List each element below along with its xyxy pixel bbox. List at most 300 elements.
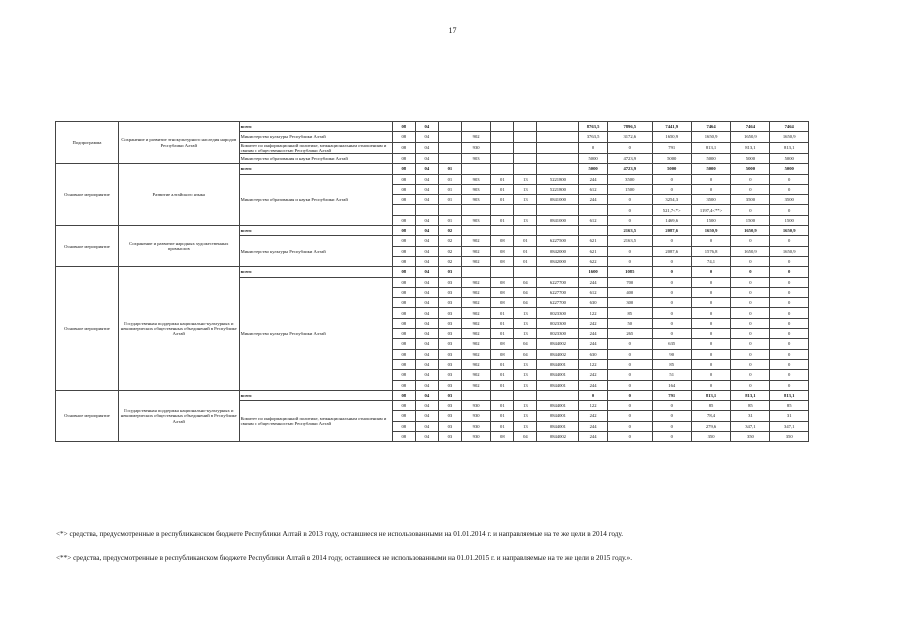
value-cell: 04 — [415, 236, 438, 246]
value-cell: 3500 — [731, 195, 770, 205]
value-cell: 0 — [607, 195, 652, 205]
value-cell: 50 — [607, 318, 652, 328]
value-cell: 08 — [491, 277, 514, 287]
value-cell: 04 — [514, 298, 537, 308]
value-cell: 01 — [491, 411, 514, 421]
value-cell: 85 — [652, 359, 691, 369]
value-cell: 13 — [514, 401, 537, 411]
program-type-cell: Подпрограмма — [56, 122, 119, 164]
value-cell: 0 — [691, 236, 731, 246]
value-cell: 3254,3 — [652, 195, 691, 205]
value-cell: 1500 — [691, 215, 731, 225]
executor-cell: Министерство образования и науки Республики Алтай — [239, 174, 392, 225]
value-cell: 2087,6 — [652, 226, 691, 236]
value-cell: 03 — [438, 411, 461, 421]
value-cell — [392, 205, 415, 215]
value-cell: 04 — [415, 277, 438, 287]
value-cell: 04 — [415, 421, 438, 431]
value-cell: 0 — [691, 174, 731, 184]
value-cell: 01 — [491, 174, 514, 184]
value-cell: 03 — [438, 349, 461, 359]
value-cell: 5000 — [652, 164, 691, 174]
value-cell: 902 — [461, 318, 490, 328]
value-cell: 0 — [731, 298, 770, 308]
value-cell: 08 — [491, 246, 514, 256]
value-cell: 0841000 — [537, 215, 579, 225]
value-cell: 0844001 — [537, 370, 579, 380]
program-name-cell: Развитие алтайского языка — [118, 164, 239, 226]
value-cell: 0 — [652, 401, 691, 411]
value-cell: 0 — [770, 380, 809, 390]
value-cell: 03 — [438, 401, 461, 411]
value-cell: 0 — [770, 308, 809, 318]
value-cell: 6227700 — [537, 287, 579, 297]
table-row-total — [56, 267, 848, 277]
value-cell: 521,7<*> — [652, 205, 691, 215]
value-cell: 0 — [607, 256, 652, 266]
value-cell: 13 — [514, 329, 537, 339]
value-cell: 0 — [652, 236, 691, 246]
value-cell: 347,1 — [731, 421, 770, 431]
value-cell: 0844001 — [537, 421, 579, 431]
value-cell: 813,1 — [731, 142, 770, 153]
value-cell: 02 — [438, 256, 461, 266]
value-cell: 04 — [415, 298, 438, 308]
value-cell — [461, 164, 490, 174]
value-cell — [491, 390, 514, 400]
value-cell: 0 — [652, 421, 691, 431]
value-cell — [491, 164, 514, 174]
value-cell: 08 — [392, 390, 415, 400]
value-cell: 244 — [579, 432, 607, 442]
value-cell: 0 — [652, 267, 691, 277]
value-cell: 902 — [461, 380, 490, 390]
value-cell: 122 — [579, 308, 607, 318]
value-cell: 08 — [392, 308, 415, 318]
value-cell: 04 — [415, 339, 438, 349]
value-cell: 01 — [438, 215, 461, 225]
value-cell: 04 — [415, 380, 438, 390]
value-cell: 7441,9 — [652, 122, 691, 132]
value-cell: 0 — [607, 215, 652, 225]
value-cell: 3763,5 — [579, 132, 607, 142]
value-cell: 0841000 — [537, 195, 579, 205]
value-cell: 244 — [579, 339, 607, 349]
value-cell: 08 — [392, 349, 415, 359]
value-cell: 04 — [415, 411, 438, 421]
value-cell: 0 — [731, 256, 770, 266]
value-cell: 01 — [491, 329, 514, 339]
value-cell: 0 — [731, 236, 770, 246]
value-cell — [514, 142, 537, 153]
value-cell: 08 — [392, 184, 415, 194]
value-cell: 13 — [514, 195, 537, 205]
value-cell — [491, 267, 514, 277]
value-cell: 6227500 — [537, 236, 579, 246]
value-cell: 08 — [491, 432, 514, 442]
value-cell: 902 — [461, 329, 490, 339]
value-cell: 0 — [770, 277, 809, 287]
value-cell: 0 — [607, 390, 652, 400]
value-cell: 01 — [491, 401, 514, 411]
value-cell — [415, 205, 438, 215]
value-cell: 164 — [652, 380, 691, 390]
executor-cell: Министерство культуры Республики Алтай — [239, 132, 392, 142]
value-cell: 0 — [731, 349, 770, 359]
value-cell: 0 — [607, 421, 652, 431]
value-cell: 03 — [438, 421, 461, 431]
value-cell: 01 — [491, 195, 514, 205]
value-cell: 7464 — [731, 122, 770, 132]
value-cell: 5000 — [731, 154, 770, 164]
value-cell: 13 — [514, 359, 537, 369]
value-cell: 930 — [461, 142, 490, 153]
program-type-cell: Основное мероприятие — [56, 267, 119, 391]
value-cell: 04 — [415, 349, 438, 359]
value-cell: 350 — [691, 432, 731, 442]
value-cell: 0 — [607, 432, 652, 442]
value-cell: 0844002 — [537, 349, 579, 359]
value-cell: 2163,5 — [607, 236, 652, 246]
value-cell — [514, 205, 537, 215]
value-cell: 0 — [691, 318, 731, 328]
value-cell: 791 — [652, 390, 691, 400]
value-cell: 903 — [461, 184, 490, 194]
value-cell: 813,1 — [770, 142, 809, 153]
value-cell: 85 — [691, 401, 731, 411]
value-cell: 0023300 — [537, 329, 579, 339]
value-cell: 04 — [415, 164, 438, 174]
value-cell: 0 — [770, 298, 809, 308]
value-cell: 612 — [579, 287, 607, 297]
value-cell: 0 — [731, 184, 770, 194]
program-name-cell: Сохранение и развитие народных художественных промыслов — [118, 226, 239, 267]
value-cell: 03 — [438, 339, 461, 349]
value-cell: 1650,9 — [731, 226, 770, 236]
value-cell: 902 — [461, 349, 490, 359]
value-cell: 0 — [770, 174, 809, 184]
executor-cell: всего — [239, 390, 392, 400]
value-cell — [514, 154, 537, 164]
value-cell: 08 — [491, 339, 514, 349]
value-cell: 1469,6 — [652, 215, 691, 225]
value-cell: 13 — [514, 421, 537, 431]
value-cell: 08 — [392, 174, 415, 184]
value-cell: 621 — [579, 246, 607, 256]
value-cell: 0023300 — [537, 308, 579, 318]
value-cell: 1500 — [731, 215, 770, 225]
value-cell: 0 — [770, 287, 809, 297]
value-cell: 04 — [415, 370, 438, 380]
value-cell: 31 — [770, 411, 809, 421]
value-cell: 0 — [652, 318, 691, 328]
value-cell: 04 — [514, 339, 537, 349]
value-cell — [514, 122, 537, 132]
table-row-total — [56, 164, 848, 174]
value-cell: 08 — [392, 195, 415, 205]
value-cell: 85 — [731, 401, 770, 411]
value-cell: 0 — [607, 401, 652, 411]
value-cell: 930 — [461, 432, 490, 442]
value-cell: 0 — [770, 339, 809, 349]
value-cell: 0 — [579, 142, 607, 153]
value-cell: 0 — [691, 370, 731, 380]
value-cell: 0 — [731, 267, 770, 277]
footnote-double-star: <**> средства, предусмотренные в республиканском бюджете Республики Алтай в 2014 году, оставшиеся не использованными на 01.01.2015 г. и направляемые на те же цели в 2015 году.». — [56, 554, 633, 562]
program-name-cell: Сохранение и развитие этнокультурного наследия народов Республики Алтай — [118, 122, 239, 164]
value-cell: 0 — [691, 339, 731, 349]
executor-cell: всего — [239, 226, 392, 236]
value-cell: 0844001 — [537, 359, 579, 369]
value-cell: 01 — [438, 184, 461, 194]
value-cell — [438, 132, 461, 142]
executor-cell: Комитет по информационной политике, межнациональным отношениям и связям с общественностью Республики Алтай — [239, 401, 392, 442]
value-cell: 1197,4<**> — [691, 205, 731, 215]
value-cell: 01 — [491, 318, 514, 328]
value-cell: 0 — [652, 256, 691, 266]
value-cell: 0 — [607, 246, 652, 256]
value-cell: 08 — [491, 349, 514, 359]
value-cell: 300 — [607, 298, 652, 308]
program-name-cell: Государственная поддержка национально-культурных и некоммерческих общественных объединений в Республике Алтай — [118, 267, 239, 391]
value-cell: 0 — [731, 359, 770, 369]
value-cell: 0 — [770, 256, 809, 266]
value-cell: 7464 — [770, 122, 809, 132]
value-cell: 13 — [514, 380, 537, 390]
value-cell: 13 — [514, 215, 537, 225]
program-type-cell: Основное мероприятие — [56, 226, 119, 267]
value-cell: 04 — [415, 267, 438, 277]
value-cell — [537, 132, 579, 142]
value-cell: 04 — [415, 142, 438, 153]
value-cell: 630 — [579, 349, 607, 359]
value-cell: 04 — [415, 122, 438, 132]
value-cell: 04 — [514, 287, 537, 297]
value-cell: 08 — [392, 339, 415, 349]
value-cell: 03 — [438, 298, 461, 308]
value-cell: 350 — [731, 432, 770, 442]
program-type-cell: Основное мероприятие — [56, 164, 119, 226]
value-cell — [537, 267, 579, 277]
value-cell: 08 — [392, 411, 415, 421]
value-cell: 74,1 — [691, 256, 731, 266]
value-cell — [491, 205, 514, 215]
value-cell: 01 — [491, 421, 514, 431]
executor-cell: Министерство культуры Республики Алтай — [239, 277, 392, 390]
value-cell: 85 — [607, 308, 652, 318]
value-cell: 279,6 — [691, 421, 731, 431]
value-cell — [537, 226, 579, 236]
value-cell: 0 — [731, 287, 770, 297]
value-cell: 08 — [392, 329, 415, 339]
value-cell — [514, 164, 537, 174]
value-cell: 0 — [691, 184, 731, 194]
value-cell: 813,1 — [731, 390, 770, 400]
value-cell — [579, 205, 607, 215]
value-cell — [514, 267, 537, 277]
value-cell: 3500 — [770, 195, 809, 205]
value-cell — [438, 154, 461, 164]
value-cell: 902 — [461, 308, 490, 318]
value-cell: 08 — [392, 132, 415, 142]
value-cell — [514, 390, 537, 400]
value-cell: 03 — [438, 287, 461, 297]
value-cell: 13 — [514, 184, 537, 194]
value-cell — [537, 390, 579, 400]
value-cell: 01 — [438, 195, 461, 205]
value-cell: 13 — [514, 308, 537, 318]
value-cell — [461, 390, 490, 400]
value-cell: 0 — [731, 318, 770, 328]
value-cell: 03 — [438, 370, 461, 380]
value-cell: 03 — [438, 432, 461, 442]
value-cell: 0 — [770, 329, 809, 339]
value-cell: 08 — [392, 401, 415, 411]
value-cell: 03 — [438, 359, 461, 369]
value-cell: 04 — [415, 132, 438, 142]
value-cell — [514, 132, 537, 142]
value-cell: 01 — [514, 246, 537, 256]
value-cell: 4723,9 — [607, 164, 652, 174]
value-cell: 08 — [392, 122, 415, 132]
value-cell: 244 — [579, 380, 607, 390]
value-cell: 350 — [770, 432, 809, 442]
value-cell: 6227700 — [537, 298, 579, 308]
value-cell — [461, 226, 490, 236]
value-cell: 04 — [415, 215, 438, 225]
value-cell: 621 — [579, 236, 607, 246]
value-cell: 622 — [579, 256, 607, 266]
value-cell: 01 — [491, 184, 514, 194]
value-cell: 08 — [392, 370, 415, 380]
value-cell: 01 — [438, 174, 461, 184]
value-cell — [461, 267, 490, 277]
executor-cell: Комитет по информационной политике, межнациональным отношениям и связям с общественностью Республики Алтай — [239, 142, 392, 153]
value-cell — [579, 226, 607, 236]
value-cell: 01 — [514, 236, 537, 246]
value-cell: 04 — [514, 432, 537, 442]
value-cell: 04 — [415, 359, 438, 369]
value-cell: 0 — [652, 184, 691, 194]
value-cell: 902 — [461, 359, 490, 369]
value-cell: 0 — [579, 390, 607, 400]
value-cell: 0 — [770, 318, 809, 328]
value-cell: 31 — [731, 411, 770, 421]
value-cell: 0 — [607, 205, 652, 215]
value-cell: 0842000 — [537, 256, 579, 266]
value-cell: 0 — [652, 432, 691, 442]
value-cell: 03 — [438, 329, 461, 339]
value-cell: 0844001 — [537, 401, 579, 411]
value-cell: 930 — [461, 421, 490, 431]
value-cell: 0 — [691, 349, 731, 359]
value-cell: 08 — [392, 287, 415, 297]
value-cell: 1650,9 — [770, 226, 809, 236]
value-cell: 01 — [491, 370, 514, 380]
value-cell: 08 — [392, 142, 415, 153]
value-cell: 0 — [731, 370, 770, 380]
value-cell: 03 — [438, 318, 461, 328]
value-cell: 1085 — [607, 267, 652, 277]
value-cell: 2087,6 — [652, 246, 691, 256]
footnote-single-star: <*> средства, предусмотренные в республиканском бюджете Республики Алтай в 2013 году, оставшиеся не использованными на 01.01.2014 г. и направляемые на те же цели в 2014 году. — [56, 530, 624, 538]
budget-table — [55, 121, 848, 442]
value-cell: 13 — [514, 174, 537, 184]
value-cell: 08 — [392, 246, 415, 256]
value-cell: 0 — [731, 277, 770, 287]
value-cell: 13 — [514, 318, 537, 328]
value-cell: 0 — [652, 298, 691, 308]
value-cell: 0 — [691, 329, 731, 339]
value-cell: 1600 — [579, 267, 607, 277]
value-cell: 0844001 — [537, 380, 579, 390]
value-cell: 0 — [607, 349, 652, 359]
program-name-cell: Государственная поддержка национально-культурных и некоммерческих общественных объединений в Республике Алтай — [118, 390, 239, 441]
value-cell: 1650,9 — [770, 132, 809, 142]
value-cell: 0 — [607, 380, 652, 390]
value-cell: 5221800 — [537, 174, 579, 184]
value-cell: 400 — [607, 287, 652, 297]
value-cell: 244 — [579, 421, 607, 431]
value-cell: 903 — [461, 174, 490, 184]
value-cell: 347,1 — [770, 421, 809, 431]
value-cell: 1650,9 — [770, 246, 809, 256]
value-cell: 612 — [579, 184, 607, 194]
value-cell: 0 — [691, 298, 731, 308]
value-cell — [491, 154, 514, 164]
value-cell: 813,1 — [691, 390, 731, 400]
value-cell: 01 — [491, 215, 514, 225]
value-cell: 04 — [415, 246, 438, 256]
value-cell: 04 — [415, 390, 438, 400]
value-cell: 902 — [461, 370, 490, 380]
value-cell: 0 — [652, 287, 691, 297]
value-cell: 04 — [415, 318, 438, 328]
value-cell: 0 — [607, 142, 652, 153]
value-cell: 0 — [691, 359, 731, 369]
value-cell: 5221800 — [537, 184, 579, 194]
value-cell: 0 — [731, 339, 770, 349]
value-cell: 242 — [579, 370, 607, 380]
value-cell: 902 — [461, 277, 490, 287]
value-cell: 08 — [392, 215, 415, 225]
value-cell: 0 — [691, 380, 731, 390]
value-cell: 903 — [461, 215, 490, 225]
executor-cell: всего — [239, 122, 392, 132]
value-cell: 08 — [392, 236, 415, 246]
value-cell: 903 — [461, 195, 490, 205]
value-cell: 0 — [691, 267, 731, 277]
value-cell: 13 — [514, 370, 537, 380]
value-cell: 244 — [579, 174, 607, 184]
value-cell: 612 — [579, 215, 607, 225]
value-cell: 5000 — [731, 164, 770, 174]
value-cell: 04 — [415, 401, 438, 411]
value-cell — [461, 122, 490, 132]
value-cell: 265 — [607, 329, 652, 339]
value-cell: 0 — [731, 205, 770, 215]
value-cell — [514, 226, 537, 236]
value-cell: 03 — [438, 380, 461, 390]
value-cell: 122 — [579, 359, 607, 369]
value-cell: 01 — [438, 164, 461, 174]
value-cell: 8763,5 — [579, 122, 607, 132]
value-cell: 08 — [392, 318, 415, 328]
value-cell: 0 — [731, 329, 770, 339]
value-cell — [438, 142, 461, 153]
value-cell: 0844002 — [537, 432, 579, 442]
value-cell: 1650,9 — [691, 132, 731, 142]
